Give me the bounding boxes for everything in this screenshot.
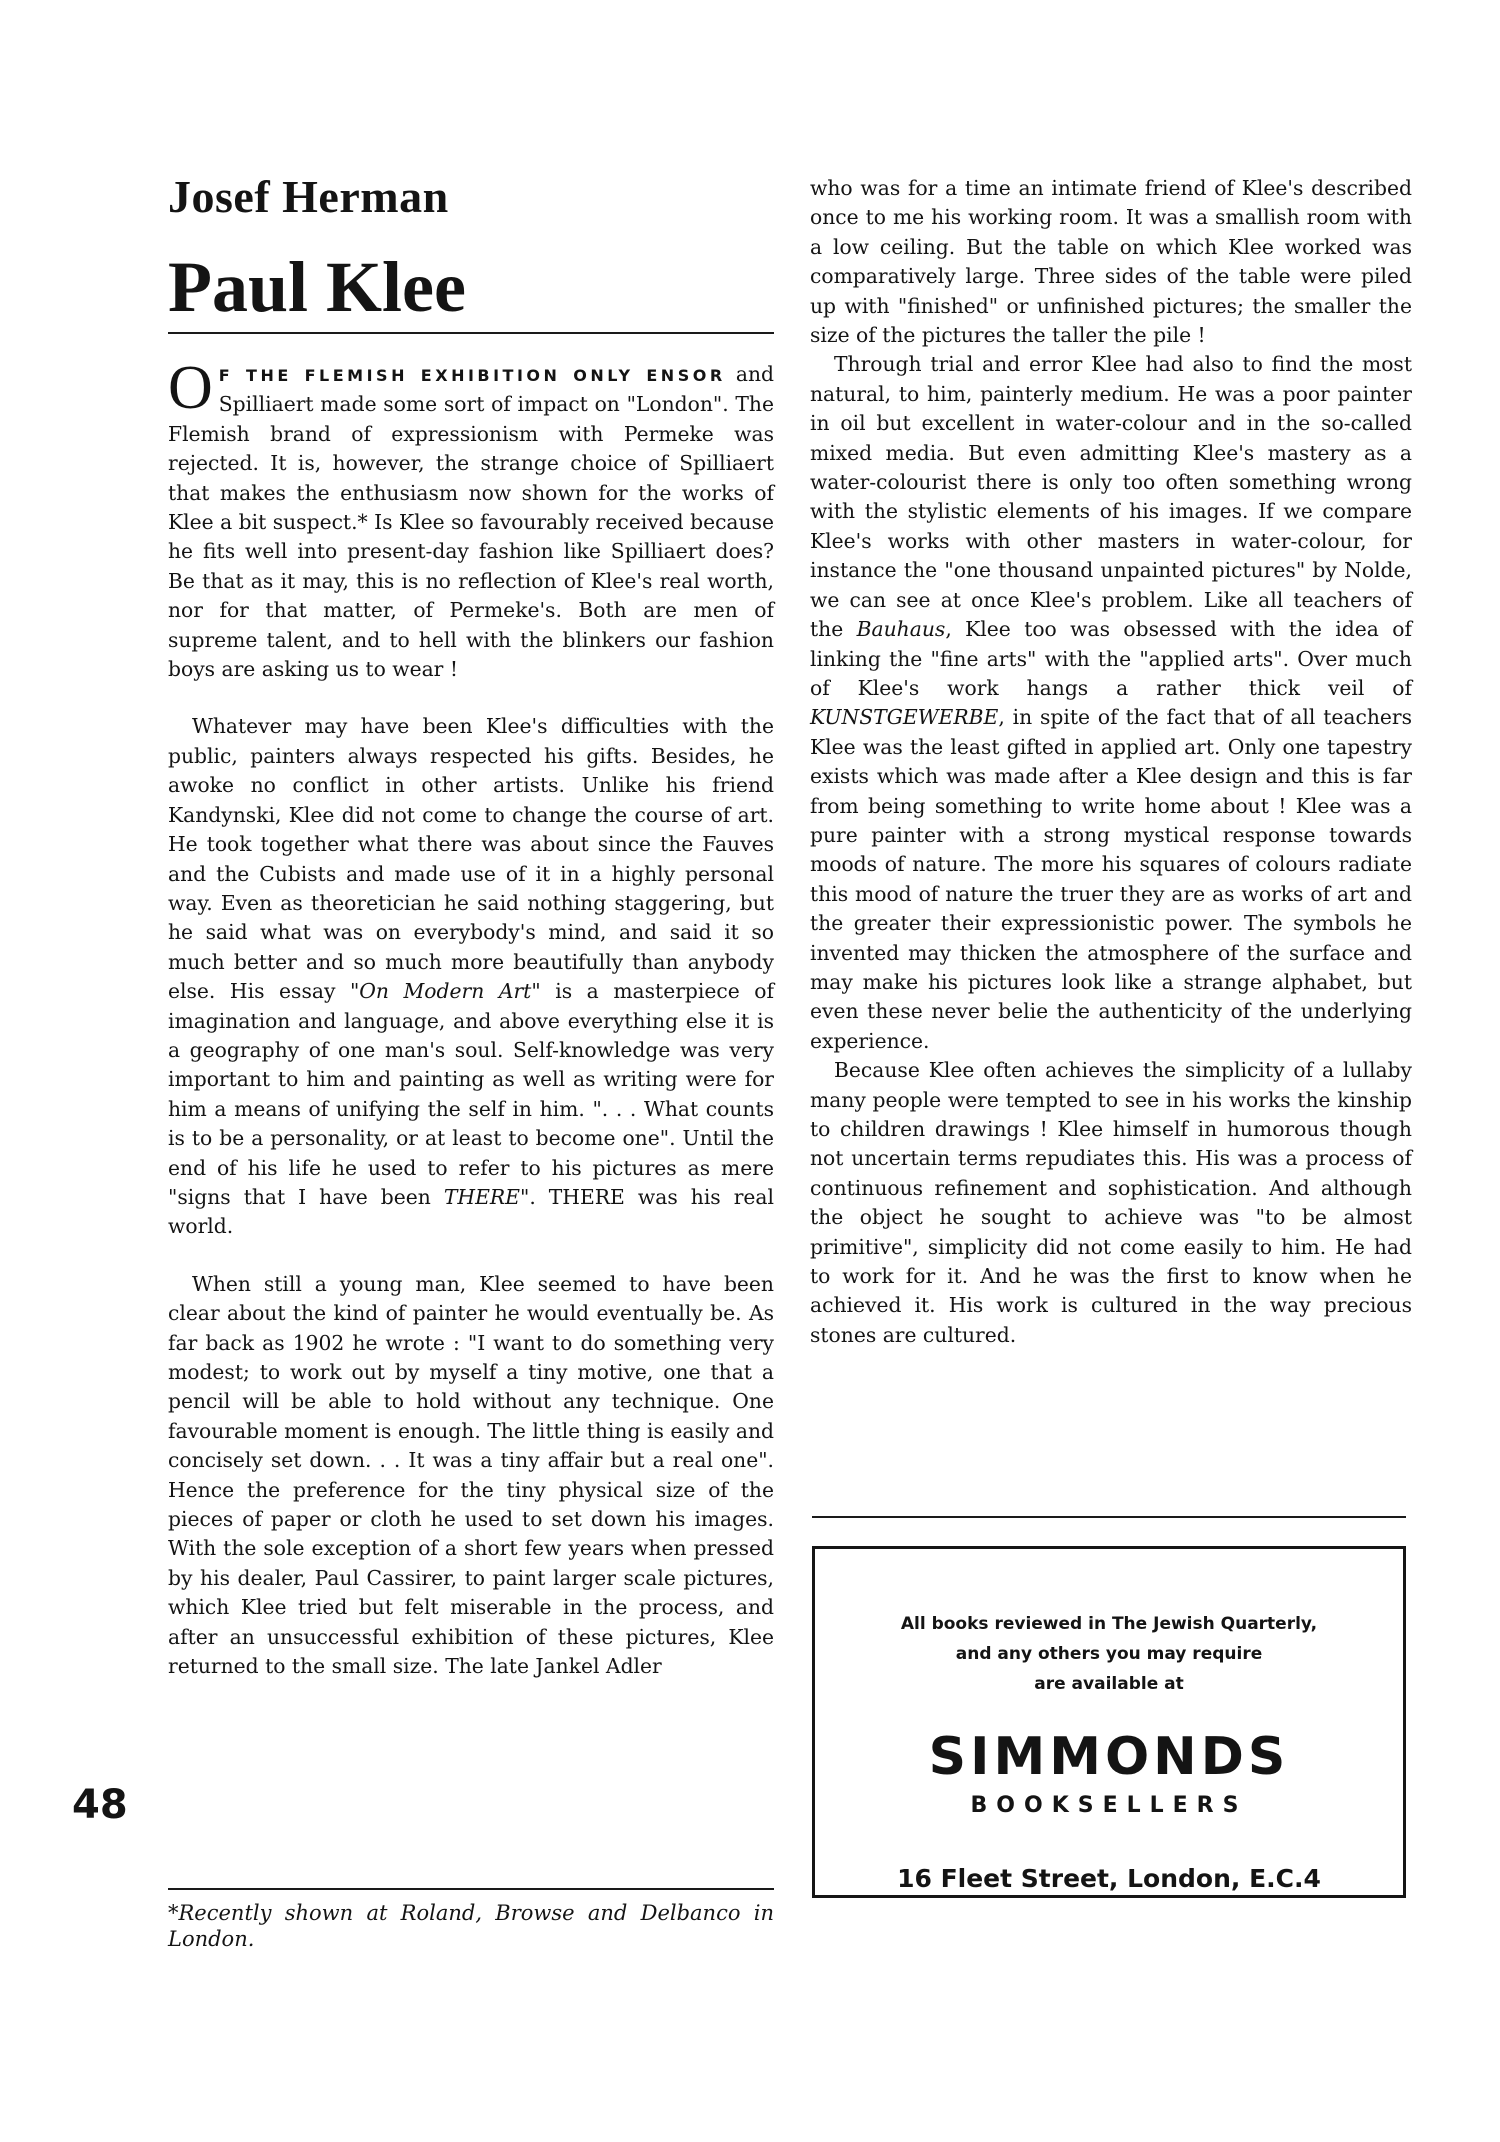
bookseller-address: 16 Fleet Street, London, E.C.4	[897, 1864, 1321, 1893]
left-column	[168, 354, 775, 1681]
ad-line: are available at	[1034, 1674, 1184, 1694]
article-title: Paul Klee	[168, 247, 466, 327]
opening-paragraph-text: and Spilliaert made some sort of impact on "London". The Flemish brand of expressionism with Permeke was rejected. It is, however, the strange choice of Spilliaert that makes the enthusiasm now shown for the works of Klee a bit suspect.* Is Klee so favourably received because he fits well into present-day fashion like Spilliaert does? Be that as it may, this is no reflection of Klee's real worth, nor for that matter, of Permeke's. Both are men of supreme talent, and to hell with the blinkers our fashion boys are asking us to wear !	[168, 362, 774, 682]
page-number: 48	[72, 1782, 128, 1828]
paragraph-text: Through trial and error Klee had also to find the most natural, to him, painterly medium. He was a poor painter in oil but excellent in water-colour and in the so-called mixed media. But even admitting Klee's mastery as a water-colourist there is only too often something wrong with the stylistic elements of his images. If we compare Klee's works with other masters in water-colour, for instance the "one thousand unpainted pictures" by Nolde, we can see at once Klee's problem. Like all teachers of the	[810, 352, 1412, 642]
opening-paragraph	[168, 354, 774, 684]
paragraph-text: is a masterpiece of imagination and language, and above everything else it is a geography of one man's soul. Self-knowledge was very important to him and painting as well as writing were for him a means of unifying the self in him. ". . . What counts is to be a personality, or at least to become one". Until the end of his life he used to refer to his pictures as mere "signs that I have been	[168, 979, 775, 1209]
paragraph	[810, 350, 1412, 1056]
opening-smallcaps: F THE FLEMISH EXHIBITION ONLY ENSOR	[218, 366, 726, 385]
bookseller-advertisement	[812, 1546, 1406, 1898]
ad-intro	[815, 1609, 1403, 1699]
footnote-rule	[168, 1888, 774, 1890]
essay-title: "On Modern Art"	[349, 979, 541, 1004]
emphasis-kunstgewerbe: KUNSTGEWERBE	[810, 705, 999, 730]
ad-rule	[812, 1516, 1406, 1518]
paragraph-text: , in spite of the fact that of all teachers Klee was the least gifted in applied art. Only one tapestry exists which was made after a Klee design and this is far from being something to write home about ! Klee was a pure painter with a strong mystical response towards moods of nature. The more his squares of colours radiate this mood of nature the truer they are as works of art and the greater their expressionistic power. The symbols he invented may thicken the atmosphere of the surface and may make his pictures look like a strange alphabet, but even these never belie the authenticity of the underlying experience.	[810, 705, 1412, 1053]
paragraph-text: , Klee too was obsessed with the idea of linking the "fine arts" with the "applied arts". Over much of Klee's work hangs a rather thick veil of	[810, 617, 1412, 700]
paragraph-text: Whatever may have been Klee's difficulties with the public, painters always respected his gifts. Besides, he awoke no conflict in other artists. Unlike his friend Kandynski, Klee did not come to change the course of art. He took together what there was about since the Fauves and the Cubists and made use of it in a highly personal way. Even as theoretician he said nothing staggering, but he said what was on everybody's mind, and said it so much better and so much more beautifully than anybody else. His essay	[168, 714, 774, 1004]
paragraph: Because Klee often achieves the simplicity of a lullaby many people were tempted to see in his works the kinship to children drawings ! Klee himself in humorous though not uncertain terms repudiates this. His was a process of continuous refinement and sophistication. And although the object he sought to achieve was "to be almost primitive", simplicity did not come easily to him. He had to work for it. And he was the first to know when he achieved it. His work is cultured in the way precious stones are cultured.	[810, 1058, 1412, 1347]
emphasis-bauhaus: Bauhaus	[856, 617, 946, 642]
title-rule	[168, 332, 774, 334]
ad-line: All books reviewed in The Jewish Quarterly,	[900, 1614, 1318, 1634]
drop-cap: O	[168, 354, 213, 422]
paragraph: who was for a time an intimate friend of Klee's described once to me his working room. It was a smallish room with a low ceiling. But the table on which Klee worked was comparatively large. Three sides of the table were piled up with "finished" or unfinished pictures; the smaller the size of the pictures the taller the pile !	[810, 176, 1412, 348]
bookseller-name: SIMMONDS	[928, 1727, 1290, 1787]
ad-line: and any others you may require	[955, 1644, 1263, 1664]
paragraph	[168, 712, 774, 1241]
bookseller-subtitle: BOOKSELLERS	[970, 1793, 1248, 1818]
footnote: *Recently shown at Roland, Browse and Delbanco in London.	[168, 1901, 774, 1951]
paragraph-text: ". THERE was his real world.	[168, 1184, 774, 1239]
emphasis-there: THERE	[443, 1184, 520, 1209]
right-column	[810, 174, 1412, 1350]
author-name: Josef Herman	[168, 171, 449, 222]
paragraph: When still a young man, Klee seemed to have been clear about the kind of painter he would eventually be. As far back as 1902 he wrote : "I want to do something very modest; to work out by myself a tiny motive, one that a pencil will be able to hold without any technique. One favourable moment is enough. The little thing is easily and concisely set down. . . It was a tiny affair but a real one". Hence the preference for the tiny physical size of the pieces of paper or cloth he used to set down his images. With the sole exception of a short few years when pressed by his dealer, Paul Cassirer, to paint larger scale pictures, which Klee tried but felt miserable in the process, and after an unsuccessful exhibition of these pictures, Klee returned to the small size. The late Jankel Adler	[168, 1271, 774, 1679]
